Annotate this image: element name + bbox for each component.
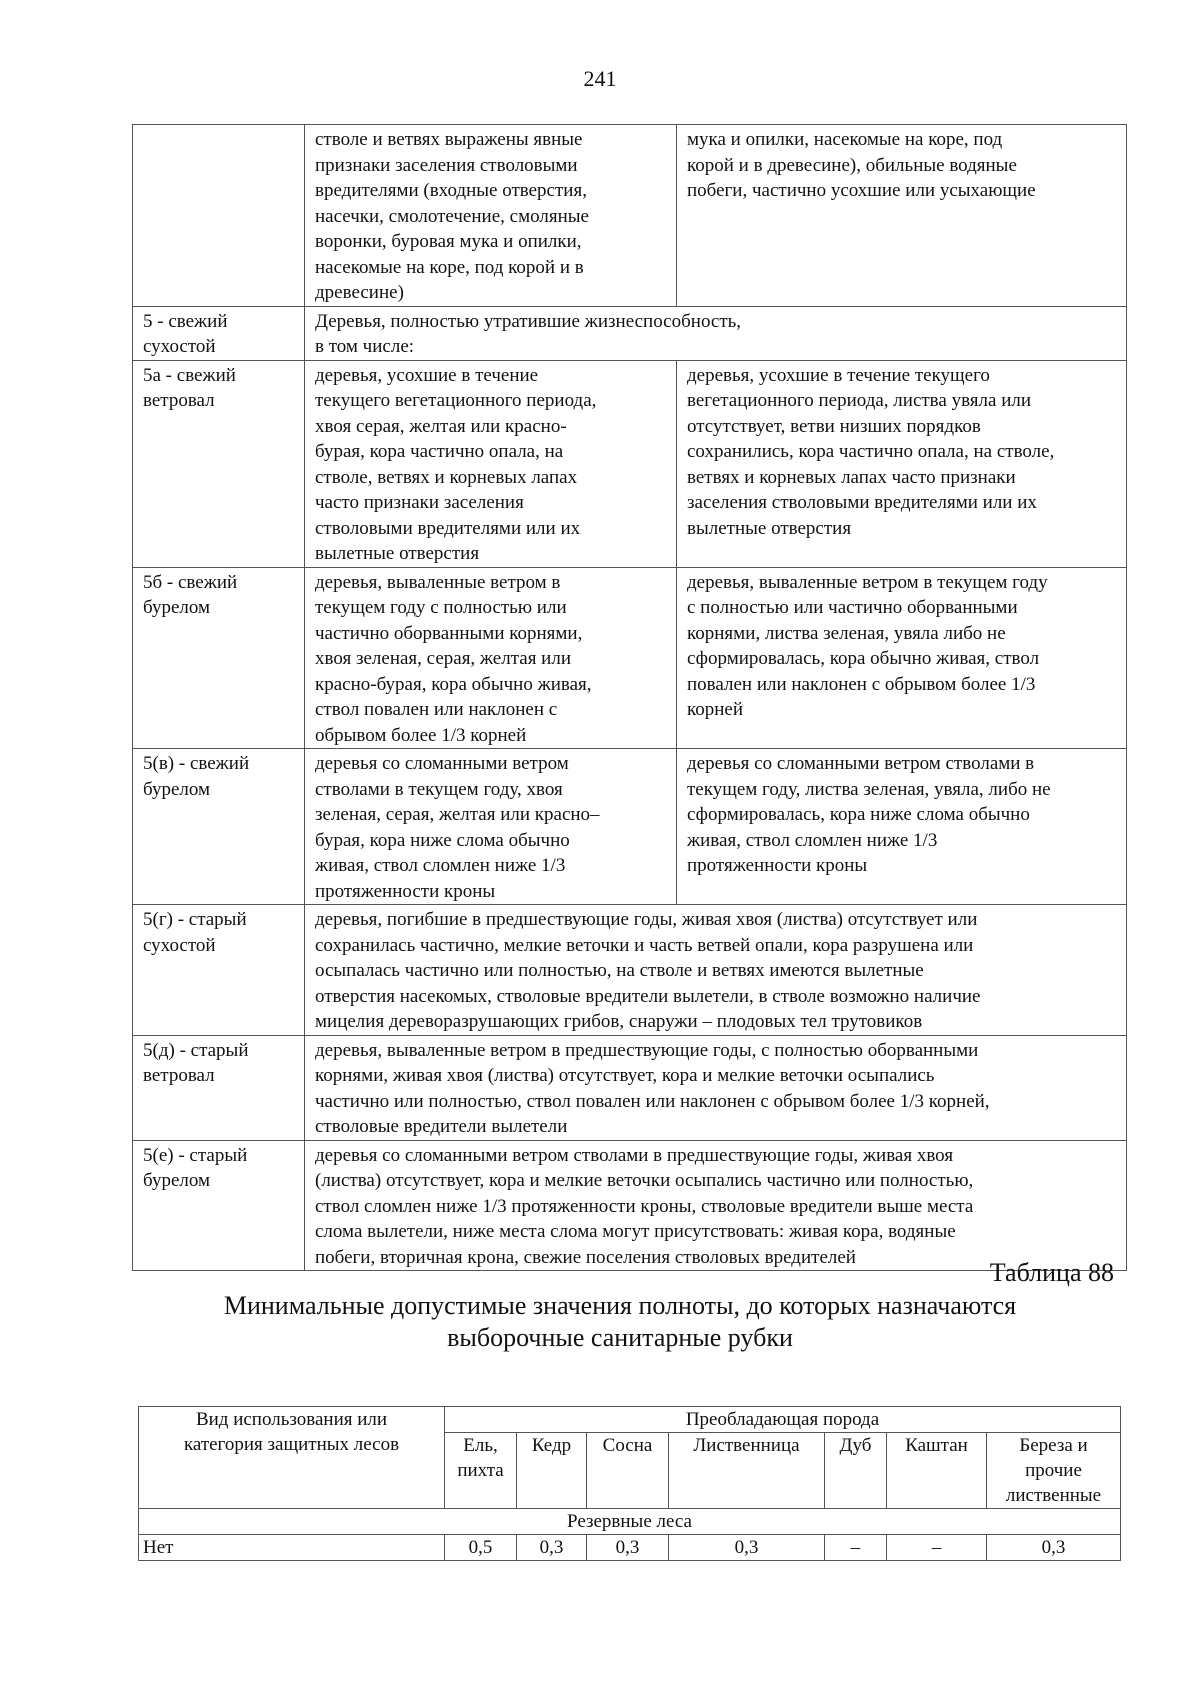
- description-cell: деревья со сломанными ветром стволами в предшествующие годы, живая хвоя (листва) отсутствует, кора и мелкие веточки осыпались частично или полностью, ствол сломлен ниже 1/3 протяженности кроны, стволовые вредители выше места слома вылетели, ниже места слома могут присутствовать: живая кора, водяные побеги, вторичная крона, свежие поселения стволовых вредителей: [305, 1140, 1127, 1271]
- table-row: [133, 905, 1127, 1036]
- species-column-header: Береза и прочие лиственные: [987, 1433, 1121, 1509]
- category-code-cell: 5а - свежий ветровал: [133, 360, 305, 567]
- deciduous-description-cell: деревья, усохшие в течение текущего вегетационного периода, листва увяла или отсутствует, ветви низших порядков сохранились, кора частично опала, на стволе, ветвях и корневых лапах часто признаки заселения стволовыми вредителями или их вылетные отверстия: [677, 360, 1127, 567]
- table-number: Таблица 88: [989, 1258, 1114, 1287]
- deciduous-description-cell: мука и опилки, насекомые на коре, под корой и в древесине), обильные водяные побеги, частично усохшие или усыхающие: [677, 125, 1127, 307]
- table-row: [133, 749, 1127, 905]
- conifer-description-cell: стволе и ветвях выражены явные признаки заселения стволовыми вредителями (входные отверстия, насечки, смолотечение, смоляные воронки, буровая мука и опилки, насекомые на коре, под корой и в древесине): [305, 125, 677, 307]
- conifer-description-cell: деревья, вываленные ветром в текущем году с полностью или частично оборванными корнями, хвоя зеленая, серая, желтая или красно-бурая, кора обычно живая, ствол повален или наклонен с обрывом более 1/3 корней: [305, 567, 677, 749]
- table-row: [133, 360, 1127, 567]
- table-caption: [0, 1290, 1200, 1354]
- description-cell: деревья, вываленные ветром в предшествующие годы, с полностью оборванными корнями, живая хвоя (листва) отсутствует, кора и мелкие веточки осыпались частично или полностью, ствол повален или наклонен с обрывом более 1/3 корней, стволовые вредители вылетели: [305, 1035, 1127, 1140]
- species-column-header: Кедр: [517, 1433, 587, 1509]
- table-caption-line-1: Минимальные допустимые значения полноты, до которых назначаются: [223, 1291, 1017, 1320]
- conifer-description-cell: деревья со сломанными ветром стволами в текущем году, хвоя зеленая, серая, желтая или красно– бурая, кора ниже слома обычно живая, ствол сломлен ниже 1/3 протяженности кроны: [305, 749, 677, 905]
- species-column-header: Дуб: [825, 1433, 887, 1509]
- species-column-header: Каштан: [887, 1433, 987, 1509]
- category-code-cell: [133, 125, 305, 307]
- description-cell: деревья, погибшие в предшествующие годы, живая хвоя (листва) отсутствует или сохранилась частично, мелкие веточки и часть ветвей опали, кора разрушена или осыпалась частично или полностью, на стволе и ветвях имеются вылетные отверстия насекомых, стволовые вредители вылетели, в стволе возможно наличие мицелия дереворазрушающих грибов, снаружи – плодовых тел трутовиков: [305, 905, 1127, 1036]
- table-row: [133, 567, 1127, 749]
- page-number: 241: [583, 66, 617, 91]
- table-caption-line-2: выборочные санитарные рубки: [447, 1323, 793, 1352]
- forest-condition-table: [132, 124, 1127, 1271]
- row-label: Нет: [139, 1535, 445, 1561]
- category-code-cell: 5(г) - старый сухостой: [133, 905, 305, 1036]
- table-row: [133, 1035, 1127, 1140]
- density-value-cell: –: [887, 1535, 987, 1561]
- density-value-cell: 0,3: [987, 1535, 1121, 1561]
- deciduous-description-cell: деревья со сломанными ветром стволами в текущем году, листва зеленая, увяла, либо не сформировалась, кора ниже слома обычно живая, ствол сломлен ниже 1/3 протяженности кроны: [677, 749, 1127, 905]
- table-row: [133, 125, 1127, 307]
- table-row: [133, 1140, 1127, 1271]
- density-value-cell: 0,3: [517, 1535, 587, 1561]
- deciduous-description-cell: деревья, вываленные ветром в текущем году с полностью или частично оборванными корнями, листва зеленая, увяла либо не сформировалась, кора обычно живая, ствол повален или наклонен с обрывом более 1/3 корней: [677, 567, 1127, 749]
- species-column-header: Лиственница: [669, 1433, 825, 1509]
- category-code-cell: 5 - свежий сухостой: [133, 306, 305, 360]
- density-value-cell: 0,5: [445, 1535, 517, 1561]
- density-value-cell: 0,3: [587, 1535, 669, 1561]
- species-column-header: Ель, пихта: [445, 1433, 517, 1509]
- category-code-cell: 5(в) - свежий бурелом: [133, 749, 305, 905]
- species-column-header: Сосна: [587, 1433, 669, 1509]
- header-usage-category: Вид использования или категория защитных лесов: [139, 1407, 445, 1509]
- header-dominant-species: Преобладающая порода: [445, 1407, 1121, 1433]
- table-row: [133, 306, 1127, 360]
- section-reserve-forests: Резервные леса: [139, 1509, 1121, 1535]
- description-cell: Деревья, полностью утратившие жизнеспособность, в том числе:: [305, 306, 1127, 360]
- density-value-cell: 0,3: [669, 1535, 825, 1561]
- conifer-description-cell: деревья, усохшие в течение текущего вегетационного периода, хвоя серая, желтая или красно- бурая, кора частично опала, на стволе, ветвях и корневых лапах часто признаки заселения стволовыми вредителями или их вылетные отверстия: [305, 360, 677, 567]
- min-density-table: [138, 1406, 1121, 1561]
- category-code-cell: 5(д) - старый ветровал: [133, 1035, 305, 1140]
- category-code-cell: 5б - свежий бурелом: [133, 567, 305, 749]
- density-value-cell: –: [825, 1535, 887, 1561]
- category-code-cell: 5(е) - старый бурелом: [133, 1140, 305, 1271]
